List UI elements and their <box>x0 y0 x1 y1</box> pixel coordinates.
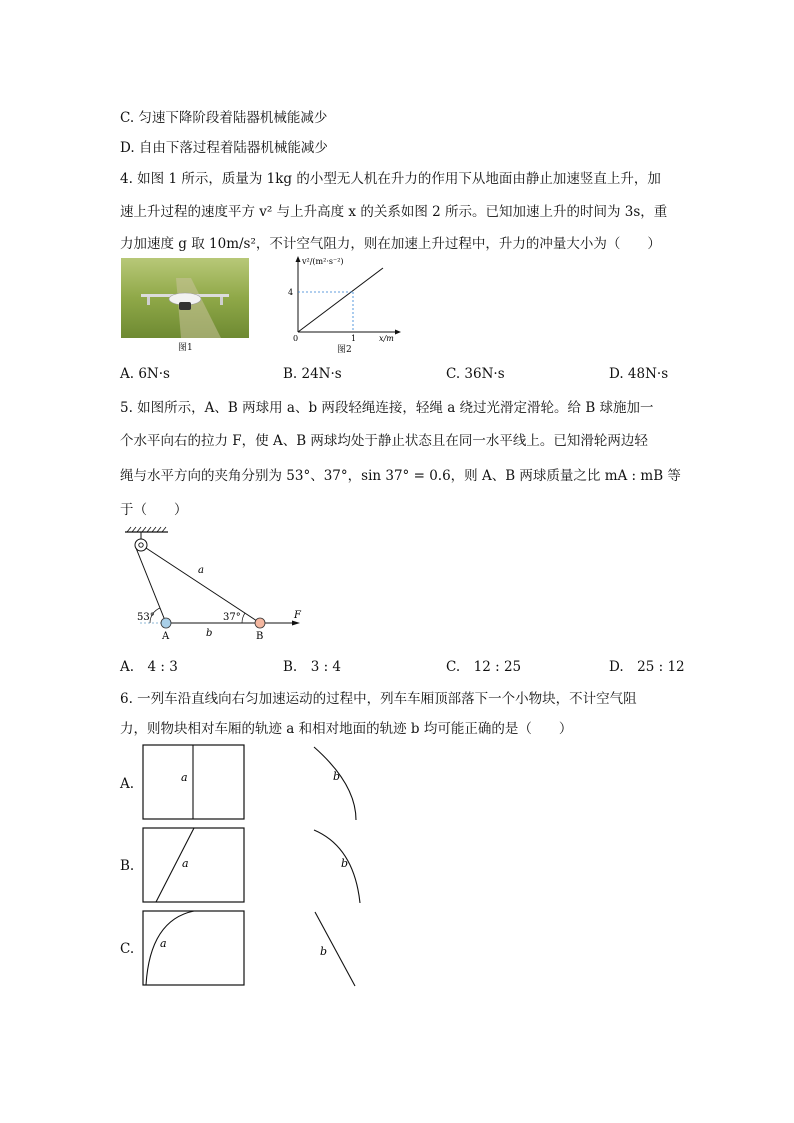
force-arrow-head <box>292 621 300 626</box>
pulley-diagram <box>120 526 315 648</box>
q5-option-b: B. 3 : 4 <box>283 659 342 675</box>
q4-figure2-caption: 图2 <box>337 345 352 355</box>
force-label: F <box>294 610 301 621</box>
q4-option-b: B. 24N·s <box>283 366 342 382</box>
q4-option-c: C. 36N·s <box>446 366 505 382</box>
graph-y-arrow <box>296 256 301 262</box>
graph-origin: 0 <box>293 334 299 343</box>
q4-figure2 <box>283 254 408 355</box>
q6-text-line1: 6. 一列车沿直线向右匀加速运动的过程中，列车车厢顶部落下一个小物块，不计空气阻 <box>120 691 637 707</box>
graph-data-line <box>298 268 383 332</box>
trajectory-a-label: a <box>182 857 189 870</box>
rope-a-right <box>146 548 260 623</box>
q6-option-a-figure <box>142 744 367 826</box>
q5-text-line2: 个水平向右的拉力 F，使 A、B 两球均处于静止状态且在同一水平线上。已知滑轮两边轻 <box>120 433 648 449</box>
q4-figure1 <box>121 258 249 353</box>
ball-b <box>255 618 265 628</box>
q6-c-diagram <box>142 910 367 990</box>
q5-text-line4: 于（ ） <box>120 502 188 518</box>
trajectory-a-label: a <box>181 771 188 784</box>
q4-text-line1: 4. 如图 1 所示，质量为 1kg 的小型无人机在升力的作用下从地面由静止加速竖直上升，加 <box>120 171 661 187</box>
carriage-box <box>143 911 244 985</box>
rope-a-label: a <box>198 565 204 576</box>
q3-option-c: C. 匀速下降阶段着陆器机械能减少 <box>120 110 328 126</box>
q4-option-d: D. 48N·s <box>609 366 669 382</box>
ceiling-hatch <box>127 527 166 532</box>
trajectory-b <box>314 747 356 820</box>
carriage-box <box>143 828 244 902</box>
q6-b-diagram <box>142 827 367 905</box>
q6-text-line2: 力，则物块相对车厢的轨迹 a 和相对地面的轨迹 b 均可能正确的是（ ） <box>120 721 573 737</box>
q6-option-b-figure <box>142 827 367 909</box>
trajectory-b-label: b <box>333 770 341 783</box>
graph-y-label: v²/(m²·s⁻²) <box>302 257 344 266</box>
q4-text-line2: 速上升过程的速度平方 v² 与上升高度 x 的关系如图 2 所示。已知加速上升的时间为 3s，重 <box>120 204 668 220</box>
q6-a-diagram <box>142 744 367 822</box>
q5-text-line1: 5. 如图所示，A、B 两球用 a、b 两段轻绳连接，轻绳 a 绕过光滑定滑轮。给 B 球施加一 <box>120 400 654 416</box>
q4-figure1-caption: 图1 <box>178 343 193 353</box>
trajectory-a-label: a <box>160 937 167 950</box>
trajectory-a <box>146 911 194 985</box>
ball-a <box>161 618 171 628</box>
q5-text-line3: 绳与水平方向的夹角分别为 53°、37°，sin 37° = 0.6，则 A、B 两球质量之比 mA : mB 等 <box>120 468 681 484</box>
q6-option-c-label: C. <box>120 941 135 957</box>
q6-option-b-label: B. <box>120 858 135 874</box>
q6-option-c-figure <box>142 910 367 994</box>
angle-label-b: 37° <box>223 612 241 623</box>
angle-label-a: 53° <box>137 612 155 623</box>
q5-figure <box>120 526 315 652</box>
graph-x-label: x/m <box>379 334 394 343</box>
q5-option-d: D. 25 : 12 <box>609 659 685 675</box>
rope-b-label: b <box>206 628 213 639</box>
graph-y-tick: 4 <box>288 288 294 297</box>
ball-b-label: B <box>256 631 264 642</box>
trajectory-b <box>314 830 360 903</box>
trajectory-b-label: b <box>320 945 328 958</box>
q4-option-a: A. 6N·s <box>120 366 170 382</box>
trajectory-b-label: b <box>341 857 349 870</box>
graph-x-tick: 1 <box>351 334 357 343</box>
q5-option-c: C. 12 : 25 <box>446 659 522 675</box>
v2-x-graph <box>283 254 408 344</box>
q6-option-a-label: A. <box>120 776 135 792</box>
angle-arc-b <box>242 613 245 623</box>
q4-text-line3: 力加速度 g 取 10m/s²，不计空气阻力，则在加速上升过程中，升力的冲量大小为（ ） <box>120 236 661 252</box>
ball-a-label: A <box>162 631 170 642</box>
q5-option-a: A. 4 : 3 <box>120 659 178 675</box>
drone-photo <box>121 258 249 338</box>
graph-x-arrow <box>395 330 401 335</box>
q3-option-d: D. 自由下落过程着陆器机械能减少 <box>120 140 328 156</box>
